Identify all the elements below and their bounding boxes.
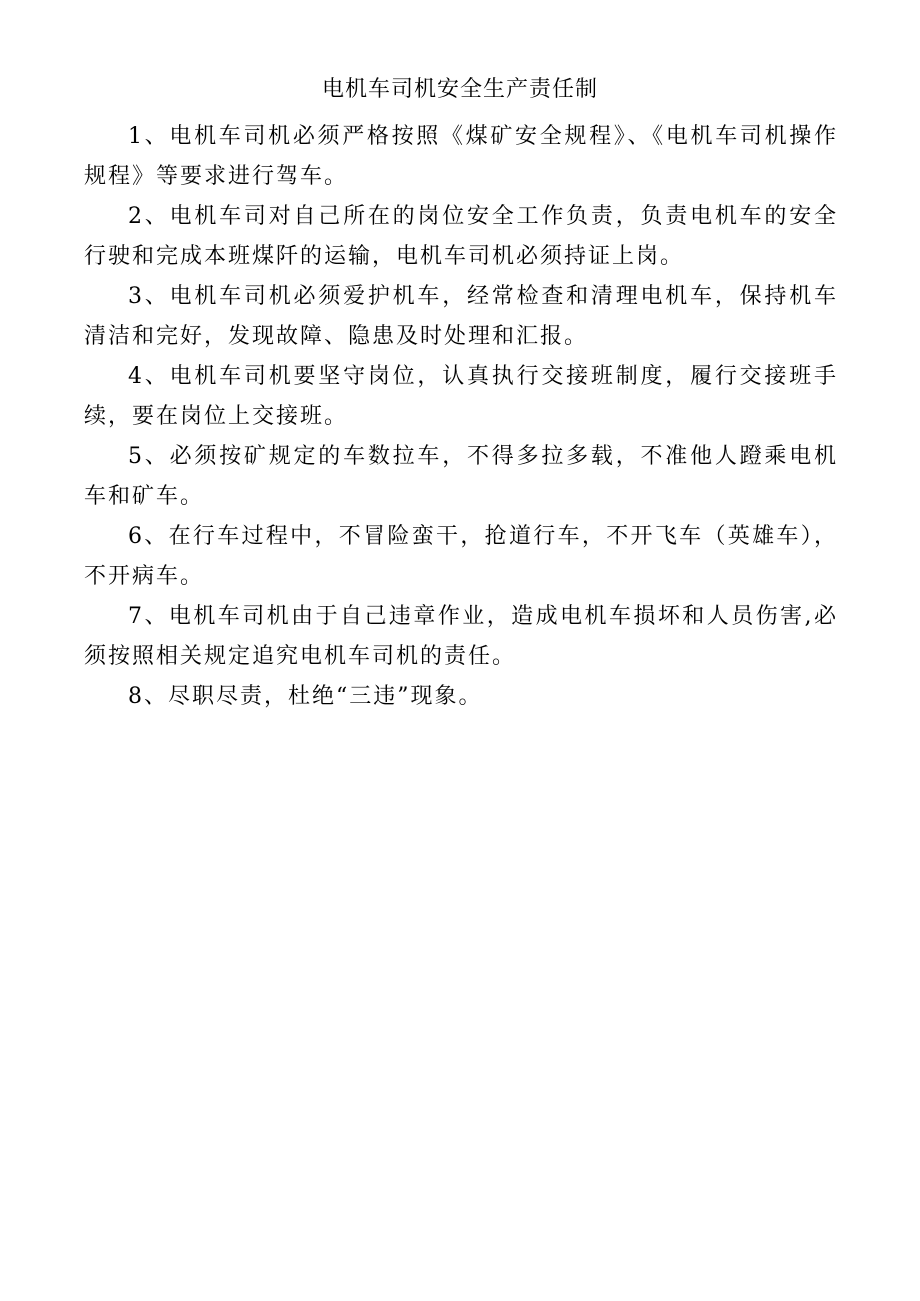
- document-title: 电机车司机安全生产责任制: [321, 77, 598, 102]
- document-body: [84, 117, 838, 717]
- rule-paragraph-6: 6、在行车过程中，不冒险蛮干，抢道行车，不开飞车（英雄车），不开病车。: [84, 524, 838, 589]
- rule-paragraph-4: 4、电机车司机要坚守岗位，认真执行交接班制度，履行交接班手续，要在岗位上交接班。: [84, 364, 838, 429]
- rule-paragraph-5: 5、必须按矿规定的车数拉车，不得多拉多载，不准他人蹬乘电机车和矿车。: [84, 444, 838, 509]
- rule-paragraph-2: 2、电机车司对自己所在的岗位安全工作负责，负责电机车的安全行驶和完成本班煤阡的运输，电机车司机必须持证上岗。: [84, 204, 838, 269]
- rule-paragraph-7: 7、电机车司机由于自己违章作业，造成电机车损坏和人员伤害,必须按照相关规定追究电机车司机的责任。: [84, 604, 838, 669]
- rule-paragraph-1: 1、电机车司机必须严格按照《煤矿安全规程》、《电机车司机操作规程》等要求进行驾车。: [84, 124, 838, 189]
- rule-paragraph-8: 8、尽职尽责，杜绝“三违”现象。: [128, 684, 483, 709]
- rule-paragraph-3: 3、电机车司机必须爱护机车，经常检查和清理电机车，保持机车清洁和完好，发现故障、隐患及时处理和汇报。: [84, 284, 838, 349]
